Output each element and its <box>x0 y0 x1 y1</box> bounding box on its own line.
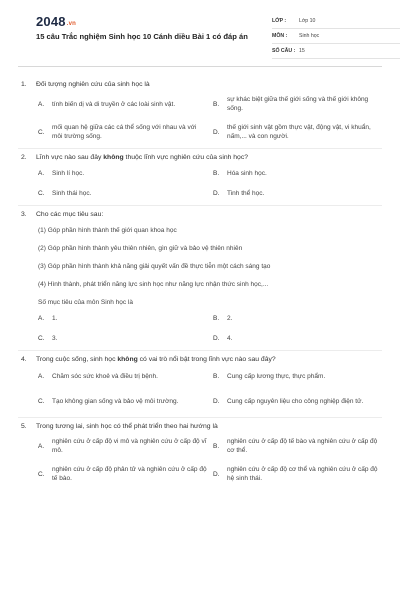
question-text <box>36 153 382 163</box>
objective-item-1: (1) Góp phần hình thành thế giới quan khoa học <box>38 227 177 234</box>
option-letter: A. <box>38 169 45 177</box>
option-b[interactable] <box>213 432 382 460</box>
option-a[interactable] <box>38 365 207 387</box>
meta-row-lop <box>272 14 400 29</box>
question-3 <box>18 206 382 348</box>
option-text: Sinh lí học. <box>52 169 85 177</box>
meta-row-mon <box>272 29 400 44</box>
option-c[interactable] <box>38 328 207 348</box>
option-text: 4. <box>227 334 233 342</box>
document-header <box>18 0 382 62</box>
question-number: 1. <box>21 81 27 88</box>
option-d[interactable] <box>213 183 382 203</box>
option-text: 2. <box>227 314 233 322</box>
option-letter: D. <box>213 334 220 342</box>
option-text: Tinh thể học. <box>227 189 265 197</box>
option-b[interactable] <box>213 308 382 328</box>
option-text: Cung cấp lương thực, thực phẩm. <box>227 372 326 380</box>
option-a[interactable] <box>38 432 207 460</box>
option-text: nghiên cứu ở cấp độ tế bào và nghiên cứu ở cấp độ cơ thể. <box>227 438 378 454</box>
objective-item-3: (3) Góp phần hình thành khả năng giải quyết vấn đề thực tiễn một cách sáng tạo <box>38 263 271 270</box>
option-c[interactable] <box>38 183 207 203</box>
option-text: nghiên cứu ở cấp độ cơ thể và nghiên cứu ở cấp độ hệ sinh thái. <box>227 466 378 482</box>
option-b[interactable] <box>213 365 382 387</box>
question-2 <box>18 149 382 203</box>
question-stem <box>18 153 382 163</box>
option-text: 1. <box>52 314 58 322</box>
question-text: Đối tượng nghiên cứu của sinh học là <box>36 81 150 88</box>
option-letter: A. <box>38 100 45 108</box>
option-letter: C. <box>38 334 45 342</box>
option-letter: C. <box>38 397 45 405</box>
meta-value-socau: 15 <box>299 48 305 54</box>
question-number: 5. <box>21 423 27 430</box>
option-text: 3. <box>52 334 58 342</box>
question-4 <box>18 351 382 415</box>
site-logo[interactable] <box>36 14 76 29</box>
options-grid <box>38 432 382 488</box>
option-letter: D. <box>213 470 220 478</box>
option-letter: C. <box>38 128 45 136</box>
question-number: 2. <box>21 154 27 161</box>
option-text: nghiên cứu ở cấp độ vi mô và nghiên cứu ở cấp độ vĩ mô. <box>52 438 207 454</box>
option-a[interactable] <box>38 90 207 118</box>
question-text <box>36 355 382 365</box>
option-letter: D. <box>213 128 220 136</box>
question-stem <box>18 80 382 90</box>
stem-emphasis: không <box>103 154 124 161</box>
logo-text: 2048 <box>36 14 66 29</box>
question-list <box>18 76 382 488</box>
option-d[interactable] <box>213 460 382 488</box>
option-c[interactable] <box>38 118 207 146</box>
option-letter: B. <box>213 100 220 108</box>
meta-value-lop: Lớp 10 <box>299 18 316 24</box>
option-c[interactable] <box>38 387 207 415</box>
question-stem <box>18 422 382 432</box>
options-grid <box>38 163 382 203</box>
question-number: 4. <box>21 356 27 363</box>
option-letter: D. <box>213 397 220 405</box>
options-grid <box>38 365 382 415</box>
meta-value-mon: Sinh học <box>299 33 320 39</box>
option-text: sự khác biệt giữa thế giới sống và thế giới không sống. <box>227 96 369 112</box>
meta-label-lop: LỚP : <box>272 18 287 24</box>
stem-after: có vai trò nổi bật trong lĩnh vực nào sau đây? <box>137 356 276 363</box>
stem-before: Trong cuộc sống, sinh học <box>36 356 118 363</box>
objective-item-4: (4) Hình thành, phát triển năng lực sinh học như năng lực nhận thức sinh học,... <box>38 281 269 288</box>
question-5 <box>18 418 382 488</box>
question-stem <box>18 355 382 365</box>
question-text: Cho các mục tiêu sau: <box>36 211 104 218</box>
option-text: nghiên cứu ở cấp độ phân tử và nghiên cứu ở cấp độ tế bào. <box>52 466 207 482</box>
question-followup: Số mục tiêu của môn Sinh học là <box>38 299 134 306</box>
option-text: mối quan hệ giữa các cá thể sống với nhau và với môi trường sống. <box>52 124 197 140</box>
option-text: Chăm sóc sức khoẻ và điều trị bệnh. <box>52 372 158 380</box>
option-d[interactable] <box>213 118 382 146</box>
option-letter: D. <box>213 189 220 197</box>
option-a[interactable] <box>38 163 207 183</box>
option-letter: A. <box>38 314 45 322</box>
stem-emphasis: không <box>117 356 138 363</box>
meta-row-socau <box>272 44 400 59</box>
question-1 <box>18 76 382 146</box>
stem-before: Lĩnh vực nào sau đây <box>36 154 104 161</box>
logo-suffix: .vn <box>66 21 77 27</box>
objective-item-2: (2) Góp phần hình thành yêu thiên nhiên, gìn giữ và bảo vệ thiên nhiên <box>38 245 243 252</box>
option-text: tính biến dị và di truyền ở các loài sinh vật. <box>52 100 176 108</box>
meta-label-socau: SỐ CÂU : <box>272 48 296 54</box>
question-text: Trong tương lai, sinh học có thể phát triển theo hai hướng là <box>36 423 218 430</box>
option-text: Hóa sinh học. <box>227 169 267 177</box>
option-letter: B. <box>213 169 220 177</box>
option-letter: C. <box>38 189 45 197</box>
option-a[interactable] <box>38 308 207 328</box>
meta-label-mon: MÔN : <box>272 33 288 39</box>
option-d[interactable] <box>213 387 382 415</box>
option-text: Sinh thái học. <box>52 189 92 197</box>
option-text: Cung cấp nguyên liệu cho công nghiệp điện tử. <box>227 397 364 405</box>
stem-after: thuộc lĩnh vực nghiên cứu của sinh học? <box>123 154 249 161</box>
option-letter: A. <box>38 442 45 450</box>
option-c[interactable] <box>38 460 207 488</box>
option-text: thế giới sinh vật gồm thực vật, động vật, vi khuẩn, nấm,... và con người. <box>227 124 371 140</box>
option-text: Tạo không gian sống và bảo vệ môi trường. <box>52 397 179 405</box>
option-letter: A. <box>38 372 45 380</box>
option-letter: B. <box>213 372 220 380</box>
options-grid <box>38 90 382 146</box>
document-title: 15 câu Trắc nghiệm Sinh học 10 Cánh diều Bài 1 có đáp án <box>36 32 248 41</box>
option-b[interactable] <box>213 163 382 183</box>
option-b[interactable] <box>213 90 382 118</box>
question-stem <box>18 210 382 220</box>
option-letter: B. <box>213 314 220 322</box>
option-d[interactable] <box>213 328 382 348</box>
options-grid <box>38 308 382 348</box>
option-letter: B. <box>213 442 220 450</box>
meta-table <box>272 14 400 59</box>
question-number: 3. <box>21 211 27 218</box>
header-divider <box>18 66 382 67</box>
option-letter: C. <box>38 470 45 478</box>
